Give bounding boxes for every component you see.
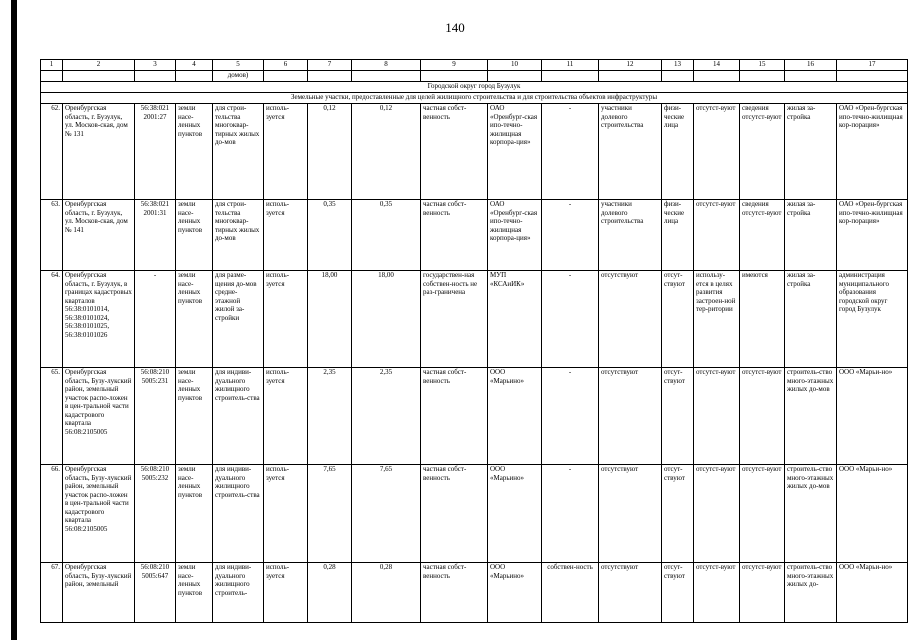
col17-cell: ООО «Марьи-но»	[837, 368, 908, 465]
col16-cell: строитель-ство много-этажных жилых до-мов	[785, 368, 837, 465]
land-category-cell: земли насе-ленных пунктов	[176, 271, 213, 368]
permitted-use-cell: для разме-щения до-мов средне-этажной жилой за-стройки	[213, 271, 264, 368]
address-cell: Оренбургская область, Бузу-лукский район, земельный участок распо-ложен в цен-тральной части кадастрового квартала 56:08:2105005	[63, 465, 135, 563]
area-cell: 7,65	[308, 465, 352, 563]
col17-cell: ОАО «Орен-бургская ипо-течно-жилищная кор-порация»	[837, 104, 908, 200]
col-number: 4	[176, 60, 213, 71]
column-number-row	[41, 60, 908, 71]
table-row	[41, 271, 908, 368]
col15-cell: сведения отсутст-вуют	[740, 200, 785, 271]
col11-cell: -	[542, 104, 599, 200]
col-number: 6	[264, 60, 308, 71]
permitted-use-cell: для индиви-дуального жилищного строитель-	[213, 563, 264, 623]
table-row	[41, 200, 908, 271]
area-cell: 0,28	[352, 563, 421, 623]
cadastral-number-cell: -	[135, 271, 176, 368]
use-status-cell: исполь-зуется	[264, 200, 308, 271]
permitted-use-cell: для строи-тельства многоквар-тирных жилых до-мов	[213, 104, 264, 200]
land-category-cell: земли насе-ленных пунктов	[176, 563, 213, 623]
col14-cell: отсутст-вуют	[694, 563, 740, 623]
ownership-cell: частная собст-венность	[421, 200, 488, 271]
land-category-cell: земли насе-ленных пунктов	[176, 465, 213, 563]
area-cell: 18,00	[352, 271, 421, 368]
address-cell: Оренбургская область, Бузу-лукский район, земельный	[63, 563, 135, 623]
col13-cell: отсут-ствуют	[662, 271, 694, 368]
col12-cell: отсутствуют	[599, 368, 662, 465]
col13-cell: отсут-ствуют	[662, 563, 694, 623]
col12-cell: участники долевого строительства	[599, 104, 662, 200]
ownership-cell: государствен-ная собствен-ность не раз-граничена	[421, 271, 488, 368]
use-status-cell: исполь-зуется	[264, 563, 308, 623]
col17-cell: ООО «Марьи-но»	[837, 563, 908, 623]
right-holder-cell: ООО «Марьино»	[488, 563, 542, 623]
row-number: 65.	[41, 368, 63, 465]
col16-cell: жилая за-стройка	[785, 104, 837, 200]
continuation-text: домов)	[213, 71, 264, 82]
col14-cell: использу-ется в целях развития застроен-ной тер-ритории	[694, 271, 740, 368]
page-number: 140	[445, 20, 465, 35]
col15-cell: отсутст-вуют	[740, 465, 785, 563]
land-category-cell: земли насе-ленных пунктов	[176, 200, 213, 271]
address-cell: Оренбургская область, г. Бузулук, в границах кадастровых кварталов 56:38:0101014, 56:38:0101024, 56:38:0101025, 56:38:0101026	[63, 271, 135, 368]
col13-cell: физи-ческие лица	[662, 200, 694, 271]
right-holder-cell: ООО «Марьино»	[488, 465, 542, 563]
cadastral-number-cell: 56:08:210 5005:647	[135, 563, 176, 623]
address-cell: Оренбургская область, г. Бузулук, ул. Москов-ская, дом № 141	[63, 200, 135, 271]
table-row	[41, 563, 908, 623]
land-category-cell: земли насе-ленных пунктов	[176, 368, 213, 465]
cadastral-number-cell: 56:38:021 2001:31	[135, 200, 176, 271]
table-row	[41, 465, 908, 563]
col12-cell: отсутствуют	[599, 563, 662, 623]
table-row	[41, 368, 908, 465]
row-number: 62.	[41, 104, 63, 200]
permitted-use-cell: для индиви-дуального жилищного строитель-ства	[213, 465, 264, 563]
col12-cell: отсутствуют	[599, 465, 662, 563]
col13-cell: отсут-ствуют	[662, 465, 694, 563]
col14-cell: отсутст-вуют	[694, 465, 740, 563]
right-holder-cell: ОАО «Оренбург-ская ипо-течно-жилищная корпора-ция»	[488, 104, 542, 200]
binder-edge	[11, 0, 17, 640]
area-cell: 0,35	[308, 200, 352, 271]
document-sheet	[40, 59, 903, 597]
col-number: 9	[421, 60, 488, 71]
col15-cell: отсутст-вуют	[740, 368, 785, 465]
row-number: 66.	[41, 465, 63, 563]
col11-cell: -	[542, 271, 599, 368]
col-number: 17	[837, 60, 908, 71]
ownership-cell: частная собст-венность	[421, 368, 488, 465]
table-row	[41, 104, 908, 200]
area-cell: 0,12	[352, 104, 421, 200]
cadastral-number-cell: 56:38:021 2001:27	[135, 104, 176, 200]
subsection-title-row	[41, 93, 908, 104]
subsection-title: Земельные участки, предоставленные для целей жилищного строительства и для строительства объектов инфраструктуры	[41, 93, 908, 104]
col12-cell: отсутствуют	[599, 271, 662, 368]
use-status-cell: исполь-зуется	[264, 271, 308, 368]
area-cell: 7,65	[352, 465, 421, 563]
col16-cell: жилая за-стройка	[785, 271, 837, 368]
col16-cell: строитель-ство много-этажных жилых до-мов	[785, 465, 837, 563]
col14-cell: отсутст-вуют	[694, 200, 740, 271]
col17-cell: ОАО «Орен-бургская ипо-течно-жилищная кор-порация»	[837, 200, 908, 271]
right-holder-cell: ООО «Марьино»	[488, 368, 542, 465]
cadastral-number-cell: 56:08:210 5005:232	[135, 465, 176, 563]
row-number: 67.	[41, 563, 63, 623]
col17-cell: администрация муниципального образования городской округ город Бузулук	[837, 271, 908, 368]
right-holder-cell: МУП «КСАиИК»	[488, 271, 542, 368]
col-number: 3	[135, 60, 176, 71]
col11-cell: -	[542, 200, 599, 271]
continuation-row	[41, 71, 908, 82]
register-table	[40, 59, 908, 623]
ownership-cell: частная собст-венность	[421, 104, 488, 200]
col13-cell: отсут-ствуют	[662, 368, 694, 465]
col12-cell: участники долевого строительства	[599, 200, 662, 271]
col17-cell: ООО «Марьи-но»	[837, 465, 908, 563]
row-number: 64.	[41, 271, 63, 368]
col-number: 16	[785, 60, 837, 71]
area-cell: 18,00	[308, 271, 352, 368]
col-number: 12	[599, 60, 662, 71]
right-holder-cell: ОАО «Оренбург-ская ипо-течно-жилищная корпора-ция»	[488, 200, 542, 271]
col15-cell: сведения отсутст-вуют	[740, 104, 785, 200]
area-cell: 2,35	[352, 368, 421, 465]
col11-cell: -	[542, 368, 599, 465]
land-category-cell: земли насе-ленных пунктов	[176, 104, 213, 200]
ownership-cell: частная собст-венность	[421, 465, 488, 563]
permitted-use-cell: для строи-тельства многоквар-тирных жилых до-мов	[213, 200, 264, 271]
col-number: 11	[542, 60, 599, 71]
col-number: 5	[213, 60, 264, 71]
col-number: 10	[488, 60, 542, 71]
address-cell: Оренбургская область, г. Бузулук, ул. Москов-ская, дом № 131	[63, 104, 135, 200]
col-number: 8	[352, 60, 421, 71]
ownership-cell: частная собст-венность	[421, 563, 488, 623]
area-cell: 0,12	[308, 104, 352, 200]
area-cell: 2,35	[308, 368, 352, 465]
section-title-row	[41, 82, 908, 93]
col-number: 1	[41, 60, 63, 71]
permitted-use-cell: для индиви-дуального жилищного строитель-ства	[213, 368, 264, 465]
cadastral-number-cell: 56:08:210 5005:231	[135, 368, 176, 465]
col-number: 7	[308, 60, 352, 71]
col16-cell: строитель-ство много-этажных жилых до-	[785, 563, 837, 623]
col11-cell: собствен-ность	[542, 563, 599, 623]
col15-cell: имеются	[740, 271, 785, 368]
col-number: 13	[662, 60, 694, 71]
col14-cell: отсутст-вуют	[694, 104, 740, 200]
col16-cell: жилая за-стройка	[785, 200, 837, 271]
use-status-cell: исполь-зуется	[264, 465, 308, 563]
col11-cell: -	[542, 465, 599, 563]
col14-cell: отсутст-вуют	[694, 368, 740, 465]
col15-cell: отсутст-вуют	[740, 563, 785, 623]
area-cell: 0,28	[308, 563, 352, 623]
area-cell: 0,35	[352, 200, 421, 271]
col-number: 2	[63, 60, 135, 71]
col-number: 15	[740, 60, 785, 71]
col-number: 14	[694, 60, 740, 71]
section-title: Городской округ город Бузулук	[41, 82, 908, 93]
address-cell: Оренбургская область, Бузу-лукский район, земельный участок распо-ложен в цен-тральной части кадастрового квартала 56:08:2105005	[63, 368, 135, 465]
row-number: 63.	[41, 200, 63, 271]
use-status-cell: исполь-зуется	[264, 368, 308, 465]
col13-cell: физи-ческие лица	[662, 104, 694, 200]
use-status-cell: исполь-зуется	[264, 104, 308, 200]
